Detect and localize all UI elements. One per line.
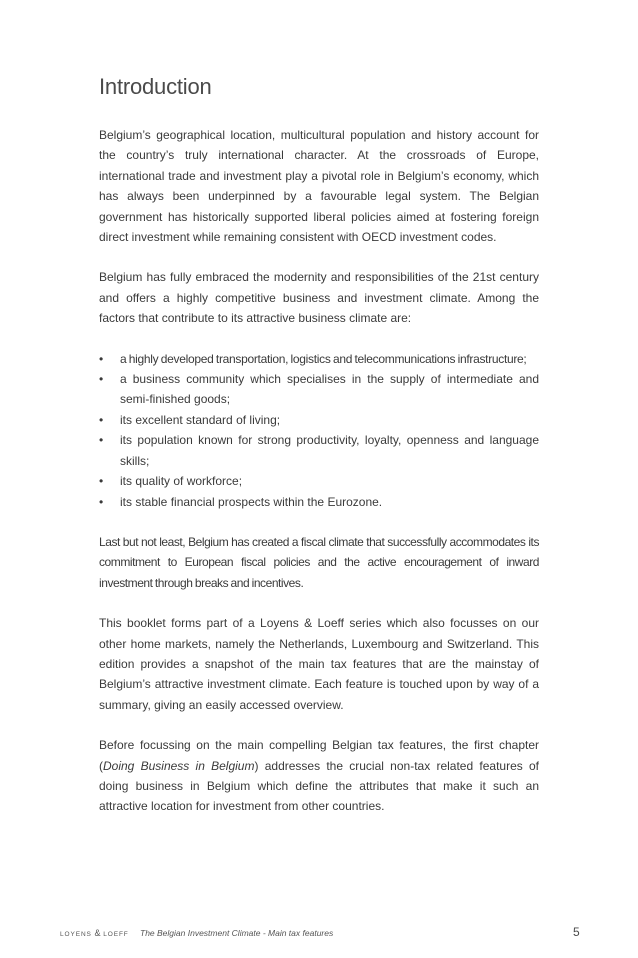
paragraph-modernity: Belgium has fully embraced the modernity and responsibilities of the 21st century and offers a highly competitive business and investment climate. Among the factors that contribute to its attractive business climate are: xyxy=(99,270,539,326)
list-item-text: its excellent standard of living; xyxy=(120,412,281,427)
list-item-text: a highly developed transportation, logistics and telecommunications infrastructure; xyxy=(120,351,527,366)
paragraph-booklet-series: This booklet forms part of a Loyens & Loeff series which also focusses on our other home markets, namely the Netherlands, Luxembourg and Switzerland. This edition provides a snapshot of the main tax features that are the mainstay of Belgium’s attractive investment climate. Each feature is touched upon by way of a summary, giving an easily accessed overview. xyxy=(99,616,539,712)
paragraph-fiscal-climate: Last but not least, Belgium has created a fiscal climate that successfully accommodates its commitment to European fiscal policies and the active encouragement of inward investment through breaks and incentives. xyxy=(99,534,539,590)
list-item-text: its quality of workforce; xyxy=(120,474,243,489)
bullet-icon: • xyxy=(99,412,104,427)
paragraph-first-chapter-end: ) addresses the crucial non-tax related features of doing business in Belgium which define the attributes that make it such an attractive location for investment from other countries. xyxy=(99,758,540,814)
bullet-icon: • xyxy=(99,372,104,387)
bullet-icon: • xyxy=(99,474,104,489)
logo-left-word: LOYENS xyxy=(60,931,92,938)
list-item xyxy=(99,349,539,369)
logo-ampersand: & xyxy=(94,928,101,938)
footer-document-title: The Belgian Investment Climate - Main tax features xyxy=(140,928,334,938)
bullet-icon: • xyxy=(99,494,104,509)
paragraph-first-chapter-start: Before focussing on the main compelling Belgian tax features, the first chapter ( xyxy=(99,738,539,773)
page-number: 5 xyxy=(573,925,580,939)
list-item xyxy=(99,430,539,471)
loyens-loeff-logo xyxy=(60,928,129,938)
chapter-reference: Doing Business in Belgium xyxy=(103,758,255,773)
page-footer xyxy=(0,926,638,946)
list-item-text: its stable financial prospects within the Eurozone. xyxy=(120,494,383,509)
paragraph-first-chapter xyxy=(99,735,539,817)
factor-list xyxy=(99,349,539,512)
bullet-icon: • xyxy=(99,433,104,448)
page-title: Introduction xyxy=(99,74,212,99)
list-item xyxy=(99,492,539,512)
list-item-text: a business community which specialises in the supply of intermediate and semi-finished goods; xyxy=(120,372,539,407)
list-item xyxy=(99,410,539,430)
list-item-text: its population known for strong productivity, loyalty, openness and language skills; xyxy=(120,433,539,468)
bullet-icon: • xyxy=(99,351,103,366)
body-text xyxy=(99,125,539,837)
logo-right-word: LOEFF xyxy=(103,931,129,938)
list-item xyxy=(99,471,539,491)
list-item xyxy=(99,369,539,410)
paragraph-intro: Belgium’s geographical location, multicultural population and history account for the country’s truly international character. At the crossroads of Europe, international trade and investment play a pivotal role in Belgium’s economy, which has always been underpinned by a favourable legal system. The Belgian government has historically supported liberal policies aimed at fostering foreign direct investment while remaining consistent with OECD investment codes. xyxy=(99,128,539,245)
